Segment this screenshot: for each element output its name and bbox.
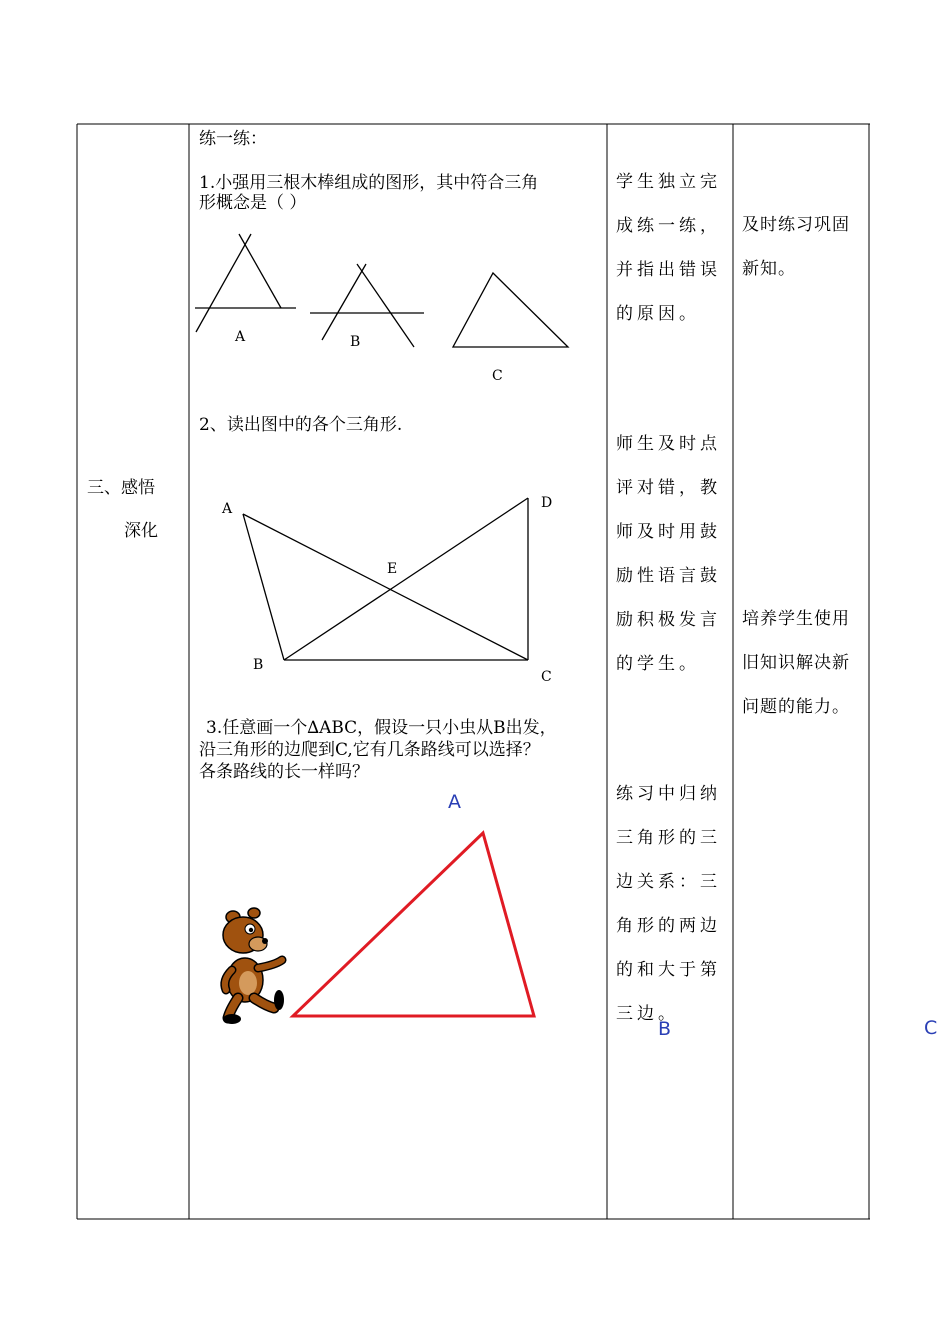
q1-text-line2: 形概念是（ ） <box>199 193 307 213</box>
q3-vertex-c: C <box>924 1017 938 1039</box>
q1-label-a: A <box>235 329 246 345</box>
design-intent-2: 培养学生使用旧知识解决新问题的能力。 <box>742 609 850 717</box>
q3-vertex-b: B <box>658 1018 672 1040</box>
q1-label-c: C <box>492 368 503 384</box>
student-activity-1: 学生独立完成练一练，并指出错误的原因。 <box>616 172 721 324</box>
q1-label-b: B <box>350 334 361 350</box>
section-subtitle: 深化 <box>124 521 158 541</box>
exercise-header: 练一练： <box>199 129 267 149</box>
bear-icon <box>223 908 284 1024</box>
q3-text-line1: 3.任意画一个∆ABC，假设一只小虫从B出发， <box>206 718 557 738</box>
q3-text-line2: 沿三角形的边爬到C,它有几条路线可以选择？ <box>199 740 540 760</box>
q1-text-line1: 1.小强用三根木棒组成的图形，其中符合三角 <box>199 173 539 193</box>
q2-point-b: B <box>253 657 264 673</box>
section-number: 三、感悟 <box>87 478 155 498</box>
q2-point-d: D <box>541 495 553 511</box>
design-intent-1: 及时练习巩固新知。 <box>742 215 850 279</box>
student-activity-2: 师生及时点评对错，教师及时用鼓励性语言鼓励积极发言的学生。 <box>616 434 721 674</box>
red-triangle <box>293 833 534 1016</box>
q2-point-c: C <box>541 669 552 685</box>
student-activity-3: 练习中归纳三角形的三边关系：三角形的两边的和大于第三边。 <box>616 784 721 1024</box>
q2-text: 2、读出图中的各个三角形. <box>199 415 403 435</box>
q2-point-a: A <box>222 501 233 517</box>
q3-vertex-a: A <box>448 791 461 813</box>
q2-point-e: E <box>387 561 398 577</box>
q3-text-line3: 各条路线的长一样吗？ <box>199 762 369 782</box>
